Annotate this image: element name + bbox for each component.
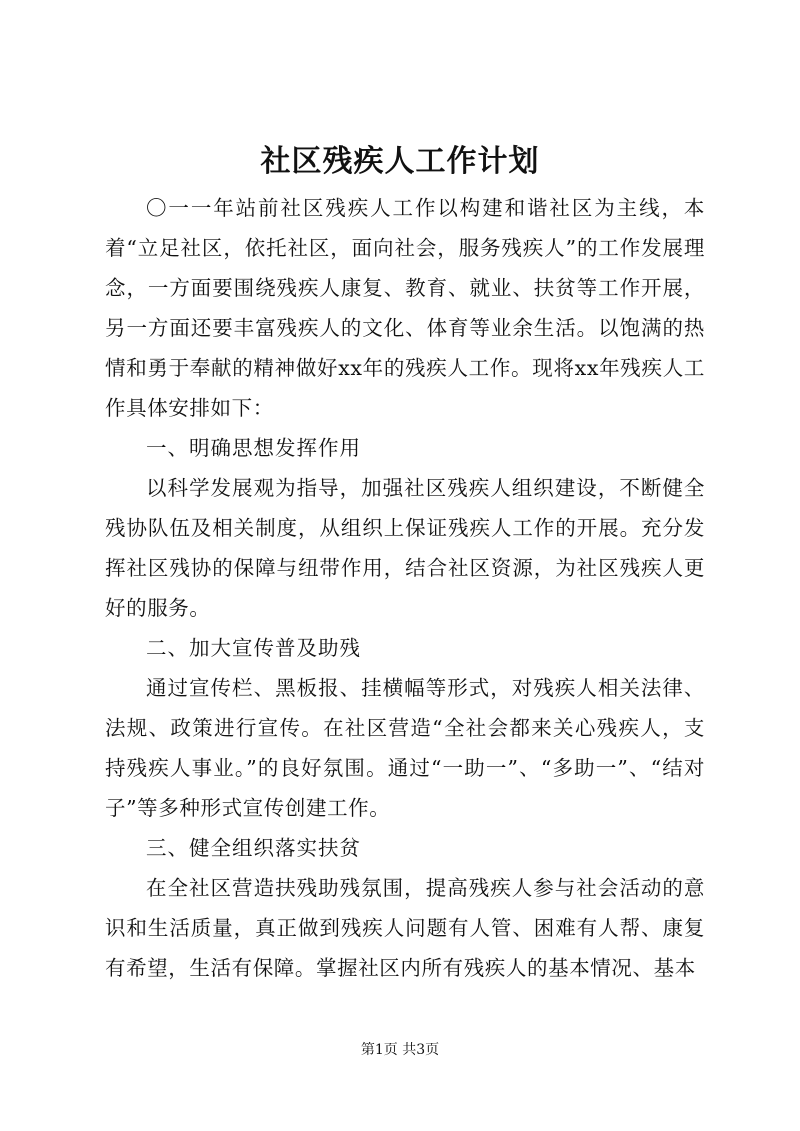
section-paragraph-3: 在全社区营造扶残助残氛围，提高残疾人参与社会活动的意识和生活质量，真正做到残疾人问题有人管、困难有人帮、康复有希望，生活有保障。掌握社区内所有残疾人的基本情况、基本 [105,876,705,980]
intro-paragraph: 〇一一年站前社区残疾人工作以构建和谐社区为主线，本着“立足社区，依托社区，面向社会，服务残疾人”的工作发展理念，一方面要围绕残疾人康复、教育、就业、扶贫等工作开展，另一方面还要丰富残疾人的文化、体育等业余生活。以饱满的热情和勇于奉献的精神做好xx年的残疾人工作。现将xx年残疾人工作具体安排如下： [105,196,705,420]
section-paragraph-2: 通过宣传栏、黑板报、挂横幅等形式，对残疾人相关法律、法规、政策进行宣传。在社区营造“全社会都来关心残疾人，支持残疾人事业。”的良好氛围。通过“一助一”、“多助一”、“结对子”等多种形式宣传创建工作。 [105,676,705,820]
section-paragraph-1: 以科学发展观为指导，加强社区残疾人组织建设，不断健全残协队伍及相关制度，从组织上保证残疾人工作的开展。充分发挥社区残协的保障与纽带作用，结合社区资源，为社区残疾人更好的服务。 [105,476,705,620]
section-heading-1: 一、明确思想发挥作用 [146,436,361,460]
document-title: 社区残疾人工作计划 [260,144,540,179]
section-heading-2: 二、加大宣传普及助残 [146,636,361,660]
section-heading-3: 三、健全组织落实扶贫 [146,836,361,860]
page-footer: 第1页 共3页 [360,1042,440,1058]
document-body [105,188,705,988]
